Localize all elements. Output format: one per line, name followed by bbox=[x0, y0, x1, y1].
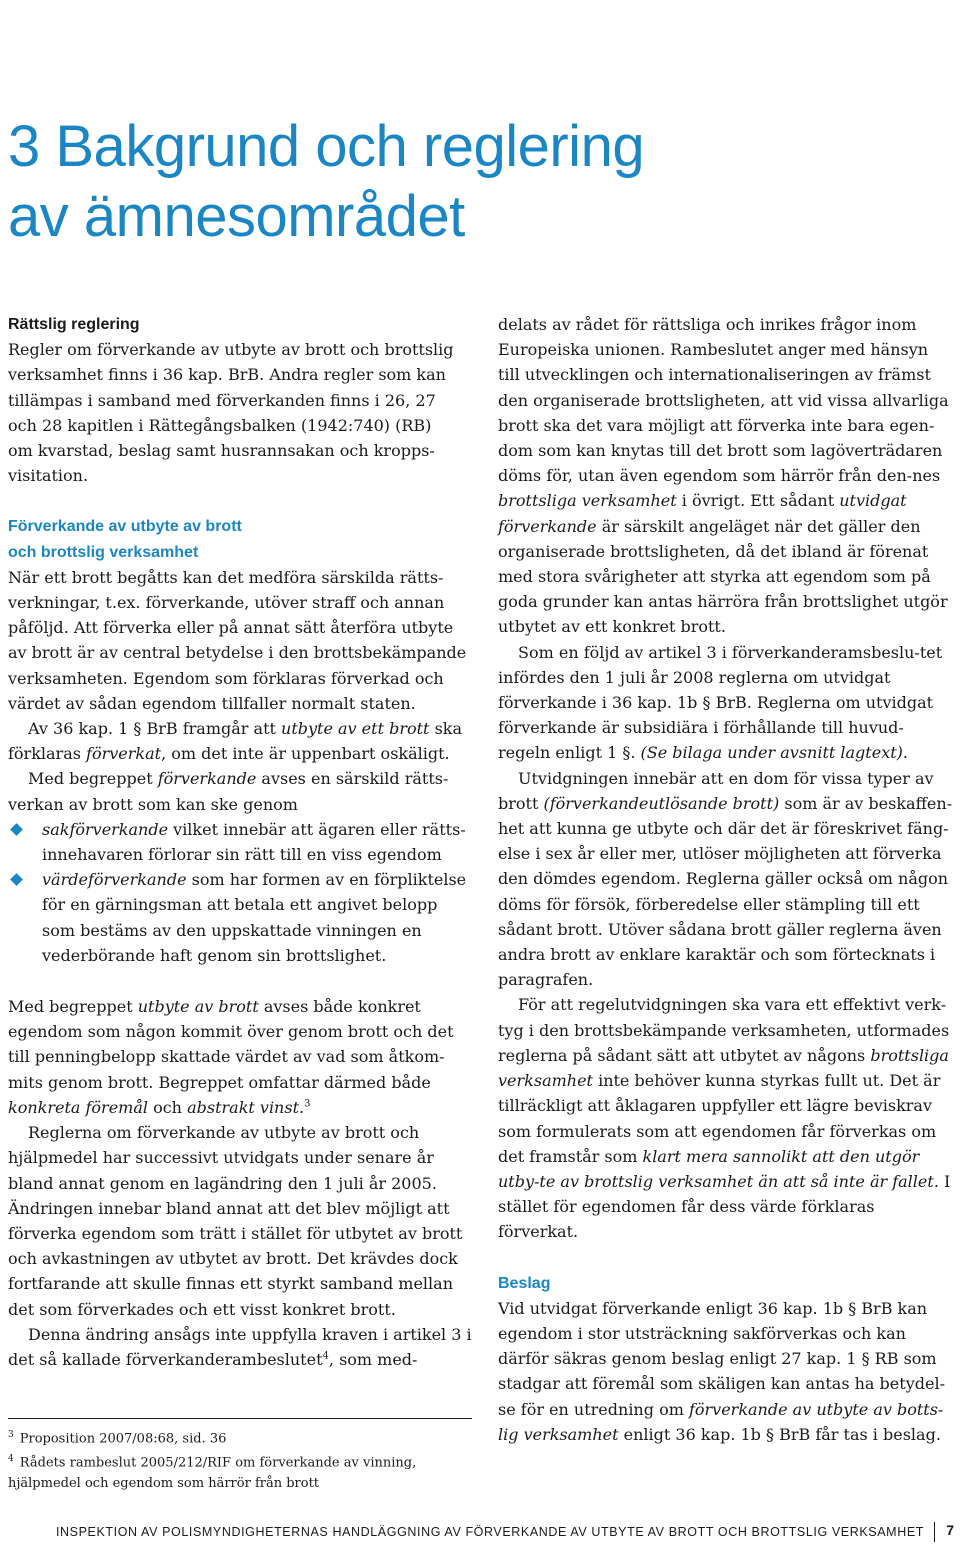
paragraph-utvidgningen: Utvidgningen innebär att en dom för vissa typer av brott (förverkandeutlösande brott) som är av beskaffen-het att kunna ge utbyte och där det är föreskrivet fäng-else i sex år eller mer, utlöser möjligheten att förverka den dömdes egendom. Reglerna gäller också om någon döms för försök, förberedelse eller stämpling till ett sådant brott. Utöver sådana brott gäller reglerna även andra brott av enklare karaktär och som förtecknats i paragrafen. bbox=[498, 768, 953, 990]
text-line: Regler om förverkande av utbyte av brott och brottslig bbox=[8, 340, 454, 360]
right-column bbox=[498, 312, 953, 1447]
paragraph-rambeslutet: delats av rådet för rättsliga och inrikes frågor inom Europeiska unionen. Rambeslutet anger med hänsyn till utvecklingen och internationaliseringen av främst den organiserade brottsligheten, att vid vissa allvarliga brott ska det vara möjligt att förverka inte bara egen-dom som kan knytas till det brott som lagöverträdaren döms för, utan även egendom som härrör från den-nes brottsliga verksamhet i övrigt. Ett sådant utvidgat förverkande är särskilt angeläget när det gäller den organiserade brottsligheten, då det ibland är förenat med stora svårigheter att styrka att egendom som på goda grunder kan antas härröra från brottslighet utgör utbytet av ett konkret brott. bbox=[498, 315, 949, 637]
paragraph-denna-andring: Denna ändring ansågs inte uppfylla kraven i artikel 3 i det så kallade förverkanderambeslutet$^4$, som med- bbox=[8, 1324, 472, 1369]
paragraph-med-begreppet-forverkande: Med begreppet förverkande avses en särskild rätts-verkan av brott som kan ske genom bbox=[8, 769, 449, 814]
text-line: och 28 kapitlen i Rättegångsbalken (1942:740) (RB) bbox=[8, 415, 432, 435]
section-heading-beslag: Beslag bbox=[498, 1274, 551, 1292]
diamond-bullet-icon bbox=[10, 873, 23, 886]
section-heading-rattslig-reglering: Rättslig reglering bbox=[8, 316, 140, 333]
heading-line-1: Förverkande av utbyte av brott bbox=[8, 518, 242, 536]
footnote-4: $^4$ Rådets rambeslut 2005/212/RIF om förverkande av vinning, hjälpmedel och egendom som härrör från brott bbox=[8, 1454, 417, 1491]
text-line: visitation. bbox=[8, 466, 89, 486]
page-number: 7 bbox=[946, 1522, 954, 1538]
paragraph-reglerna-utvidgats: Reglerna om förverkande av utbyte av brott och hjälpmedel har successivt utvidgats under senare år bland annat genom en lagändring den 1 juli år 2005. Ändringen innebar bland annat att det blev möjligt att förverka egendom som trätt i stället för utbytet av brott och avkastningen av utbytet av brott. Det krävdes dock fortfarande att skulle finnas ett styrkt samband mellan det som förverkades och ett visst konkret brott. bbox=[8, 1123, 463, 1319]
left-column bbox=[8, 312, 472, 1372]
chapter-title bbox=[8, 112, 644, 252]
paragraph-rattslig-reglering bbox=[8, 337, 472, 488]
text-line: tillämpas i samband med förverkanden finns i 26, 27 bbox=[8, 390, 436, 410]
footnote-ref-4: 4 bbox=[322, 1350, 329, 1362]
text-line: verksamheten. Egendom som förklaras förverkad och bbox=[8, 668, 444, 688]
paragraph-regelutvidgningen: För att regelutvidgningen ska vara ett effektivt verk-tyg i den brottsbekämpande verksamheten, utformades reglerna på sådant sätt att utbytet av någons brottsliga verksamhet inte behöver kunna styrkas fullt ut. Det är tillräckligt att åklagaren uppfyller ett lägre beviskrav som formulerats som att egendomen får förverkas om det framstår som klart mera sannolikt att den utgör utby-te av brottslig verksamhet än att så inte är fallet. I stället för egendomen får dess värde förklaras förverkat. bbox=[498, 995, 951, 1242]
footer-running-title: INSPEKTION AV POLISMYNDIGHETERNAS HANDLÄGGNING AV FÖRVERKANDE AV UTBYTE AV BROTT OCH BROTTSLIG VERKSAMHET bbox=[55, 1525, 924, 1539]
text-line: värdet av sådan egendom tillfaller normalt staten. bbox=[8, 693, 416, 713]
footer-divider bbox=[934, 1522, 935, 1542]
paragraph-beslag: Vid utvidgat förverkande enligt 36 kap. 1b § BrB kan egendom i stor utsträckning sakförverkas och kan därför säkras genom beslag enligt 27 kap. 1 § RB som stadgar att föremål som skäligen kan antas ha betydel-se för en utredning om förverkande av utbyte av botts-lig verksamhet enligt 36 kap. 1b § BrB får tas i beslag. bbox=[498, 1298, 945, 1444]
chapter-title-line-1: 3 Bakgrund och reglering bbox=[8, 114, 645, 179]
heading-line-2: och brottslig verksamhet bbox=[8, 543, 199, 561]
list-item: sakförverkande vilket innebär att ägaren eller rätts-innehavaren förlorar sin rätt till en viss egendom bbox=[8, 817, 472, 867]
text-line: När ett brott begåtts kan det medföra särskilda rätts- bbox=[8, 567, 444, 587]
paragraph-rattsverkningar bbox=[8, 565, 472, 716]
diamond-bullet-icon bbox=[10, 823, 23, 836]
footnotes bbox=[8, 1418, 472, 1494]
text-line: påföljd. Att förverka eller på annat sätt återföra utbyte bbox=[8, 618, 454, 638]
footnote-ref-3: 3 bbox=[304, 1098, 311, 1110]
section-heading-forverkande bbox=[8, 514, 472, 564]
paragraph-utbyte-av-brott: Med begreppet utbyte av brott avses både konkret egendom som någon kommit över genom brott och det till penningbelopp skattade värdet av vad som åtkom-mits genom brott. Begreppet omfattar därmed både konkreta föremål och abstrakt vinst.$^3$ bbox=[8, 997, 454, 1117]
text-line: av brott är av central betydelse i den brottsbekämpande bbox=[8, 643, 467, 663]
page-footer bbox=[0, 1520, 960, 1544]
list-item: värdeförverkande som har formen av en förpliktelse för en gärningsman att betala ett angivet belopp som bestäms av den uppskattade vinningen en vederbörande haft genom sin brottslighet. bbox=[8, 867, 472, 968]
forverkande-types-list bbox=[8, 817, 472, 968]
text-line: om kvarstad, beslag samt husrannsakan och kropps- bbox=[8, 441, 435, 461]
footnote-3: $^3$ Proposition 2007/08:68, sid. 36 bbox=[8, 1430, 227, 1447]
text-line: verkningar, t.ex. förverkande, utöver straff och annan bbox=[8, 593, 445, 613]
text-line: verksamhet finns i 36 kap. BrB. Andra regler som kan bbox=[8, 365, 446, 385]
chapter-title-line-2: av ämnesområdet bbox=[8, 184, 465, 249]
paragraph-artikel-3: Som en följd av artikel 3 i förverkanderamsbeslu-tet infördes den 1 juli år 2008 reglerna om utvidgat förverkande i 36 kap. 1b § BrB. Reglerna om utvidgat förverkande är subsidiära i förhållande till huvud-regeln enligt 1 §. (Se bilaga under avsnitt lagtext). bbox=[498, 642, 943, 763]
paragraph-36-kap: Av 36 kap. 1 § BrB framgår att utbyte av ett brott ska förklaras förverkat, om det inte är uppenbart oskäligt. bbox=[8, 719, 463, 764]
